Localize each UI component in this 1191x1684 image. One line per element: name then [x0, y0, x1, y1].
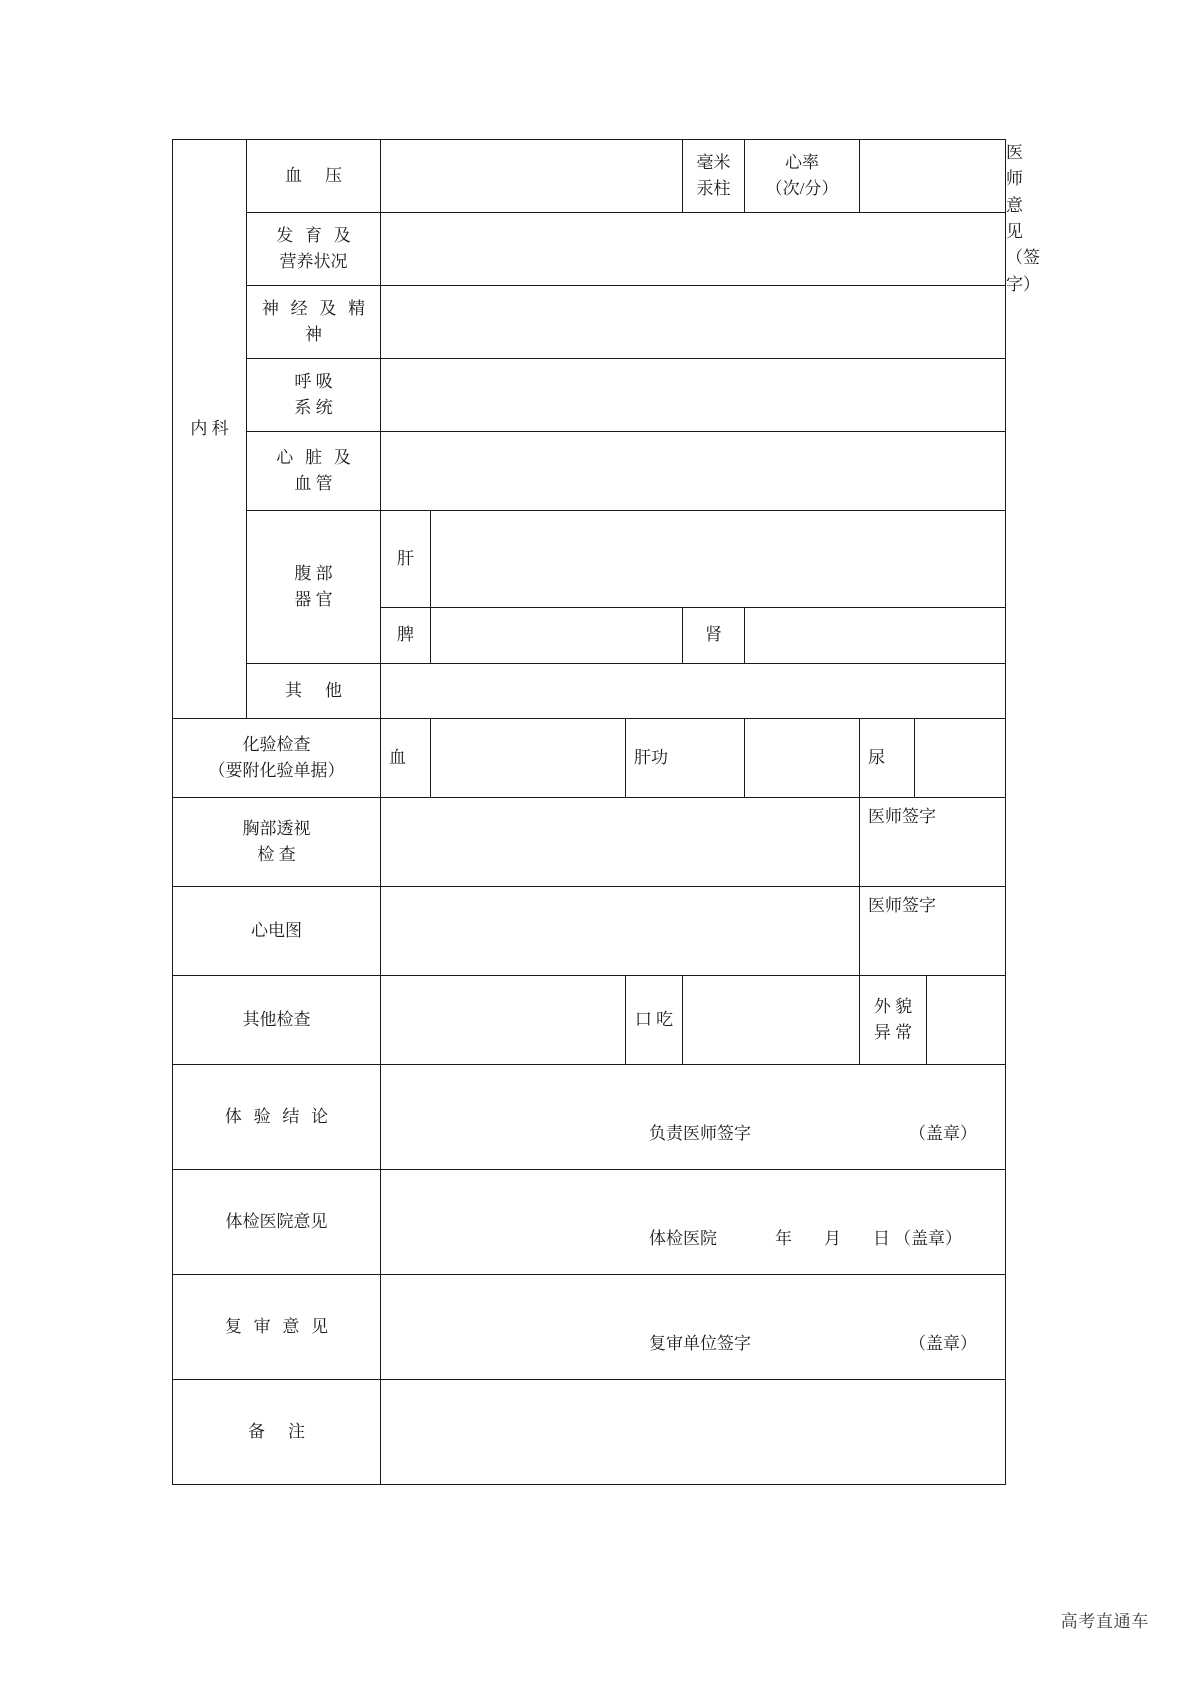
remarks-label: [173, 1380, 381, 1485]
heart-vessels-label-line1: 心 脏 及: [276, 447, 355, 467]
neuro-label-line2: 神: [305, 325, 322, 344]
kidney-value[interactable]: [745, 608, 1006, 664]
heart-rate-label-line1: 心率: [785, 152, 820, 172]
neuro-value[interactable]: [381, 286, 1006, 359]
remarks-value[interactable]: [381, 1380, 1006, 1485]
spleen-label-text: 脾: [397, 625, 414, 645]
lab-liver-function-label-text: 肝功: [634, 747, 668, 767]
lab-urine-cell[interactable]: [860, 719, 1006, 798]
table-row-abdominal-liver: [173, 511, 1006, 608]
ecg-value[interactable]: [381, 887, 860, 976]
hospital-month-label: 月: [824, 1228, 841, 1248]
abdominal-label-line2: 器 官: [294, 590, 333, 610]
respiratory-label: [247, 359, 381, 432]
lab-test-label-line2: （要附化验单据）: [208, 761, 345, 781]
hospital-opinion-label: [173, 1170, 381, 1275]
review-opinion-label: [173, 1275, 381, 1380]
chest-fluoroscopy-label-line2: 检 查: [257, 845, 296, 865]
hospital-opinion-label-text: 体检医院意见: [225, 1211, 328, 1231]
kidney-label: [683, 608, 745, 664]
table-row-lab-test: [173, 719, 1006, 798]
internal-medicine-label-text: 内 科: [190, 418, 229, 438]
table-row-chest-fluoroscopy: [173, 798, 1006, 887]
appearance-value[interactable]: [927, 976, 1005, 1064]
heart-rate-value[interactable]: [860, 140, 1006, 213]
appearance-cell[interactable]: [860, 976, 1006, 1065]
appearance-label-line1: 外 貌: [873, 996, 913, 1016]
abdominal-label: [247, 511, 381, 664]
table-row-neuro: [173, 286, 1006, 359]
lab-liver-function-label: [626, 719, 745, 798]
lab-test-label-line1: 化验检查: [242, 734, 311, 754]
table-row-remarks: [173, 1380, 1006, 1485]
internal-other-label-text: 其 他: [285, 680, 352, 700]
table-row-conclusion: [173, 1065, 1006, 1170]
table-row-blood-pressure: 内 科 血 压 毫米 汞柱 心率 （次/分） 医师意见 （签字）: [173, 140, 1006, 213]
review-opinion-label-text: 复 审 意 见: [224, 1316, 332, 1336]
lab-liver-function-value[interactable]: [745, 719, 860, 798]
review-opinion-value[interactable]: [381, 1275, 1006, 1380]
spleen-label: [381, 608, 431, 664]
respiratory-label-line2: 系 统: [294, 398, 333, 417]
blood-pressure-value[interactable]: [381, 140, 683, 213]
appearance-label-line2: 异 常: [873, 1023, 913, 1043]
internal-medicine-label: [173, 140, 247, 719]
heart-rate-label-line2: （次/分）: [765, 179, 839, 198]
abdominal-label-line1: 腹 部: [294, 563, 333, 583]
table-row-internal-other: [173, 664, 1006, 719]
conclusion-label-text: 体 验 结 论: [224, 1106, 332, 1126]
stutter-label: [626, 976, 683, 1065]
ecg-signature[interactable]: [860, 887, 1006, 976]
blood-pressure-unit-line2: 汞柱: [696, 179, 731, 198]
remarks-label-text: 备 注: [248, 1421, 315, 1441]
other-exams-label-text: 其他检查: [242, 1009, 311, 1029]
respiratory-label-line1: 呼 吸: [294, 371, 333, 391]
other-exams-value[interactable]: [381, 976, 626, 1065]
conclusion-label: [173, 1065, 381, 1170]
internal-other-label: [247, 664, 381, 719]
lab-blood-value[interactable]: [431, 719, 626, 798]
review-seal-label: （盖章）: [909, 1333, 977, 1353]
neuro-label: [247, 286, 381, 359]
other-exams-label: [173, 976, 381, 1065]
appearance-label: [860, 976, 927, 1064]
lab-blood-label-text: 血: [389, 747, 406, 767]
conclusion-seal-label: （盖章）: [909, 1123, 977, 1143]
spleen-value[interactable]: [431, 608, 683, 664]
respiratory-value[interactable]: [381, 359, 1006, 432]
heart-vessels-label-line2: 血 管: [294, 474, 333, 493]
table-row-respiratory: [173, 359, 1006, 432]
chest-fluoroscopy-label: [173, 798, 381, 887]
conclusion-signature-label: 负责医师签字: [649, 1123, 751, 1143]
hospital-opinion-value[interactable]: [381, 1170, 1006, 1275]
hospital-seal-label: （盖章）: [894, 1228, 962, 1248]
liver-label-text: 肝: [397, 548, 414, 568]
hospital-year-label: 年: [775, 1228, 792, 1248]
ecg-label-text: 心电图: [251, 920, 302, 940]
stutter-label-text: 口 吃: [634, 1009, 674, 1029]
liver-label: [381, 511, 431, 608]
liver-value[interactable]: [431, 511, 1006, 608]
chest-fluoroscopy-label-line1: 胸部透视: [242, 818, 311, 838]
chest-fluoroscopy-signature-label: 医师签字: [868, 807, 937, 827]
review-signature-label: 复审单位签字: [649, 1333, 751, 1353]
development-value[interactable]: [381, 213, 1006, 286]
hospital-day-label: 日: [873, 1228, 890, 1248]
lab-urine-value[interactable]: [915, 719, 1005, 797]
conclusion-value[interactable]: [381, 1065, 1006, 1170]
blood-pressure-unit: [683, 140, 745, 213]
lab-blood-label: [381, 719, 431, 798]
table-row-other-exams: [173, 976, 1006, 1065]
development-label-line1: 发 育 及: [276, 225, 355, 245]
development-label: [247, 213, 381, 286]
development-label-line2: 营养状况: [279, 252, 348, 271]
ecg-signature-label: 医师签字: [868, 896, 937, 916]
heart-rate-label: [745, 140, 860, 213]
table-row-review-opinion: [173, 1275, 1006, 1380]
table-row-development: [173, 213, 1006, 286]
lab-urine-label: [860, 719, 915, 797]
lab-urine-label-text: 尿: [868, 747, 886, 767]
internal-other-value[interactable]: [381, 664, 1006, 719]
lab-test-label: [173, 719, 381, 798]
table-row-ecg: [173, 887, 1006, 976]
chest-fluoroscopy-value[interactable]: [381, 798, 860, 887]
neuro-label-line1: 神 经 及 精: [261, 298, 369, 318]
watermark: 高考直通车: [1060, 1612, 1149, 1631]
ecg-label: [173, 887, 381, 976]
blood-pressure-label-text: 血 压: [285, 165, 352, 185]
hospital-name-label: 体检医院: [649, 1228, 717, 1248]
chest-fluoroscopy-signature[interactable]: [860, 798, 1006, 887]
blood-pressure-unit-line1: 毫米: [696, 152, 731, 172]
kidney-label-text: 肾: [705, 625, 723, 645]
heart-vessels-label: [247, 432, 381, 511]
blood-pressure-label: [247, 140, 381, 213]
heart-vessels-value[interactable]: [381, 432, 1006, 511]
stutter-value[interactable]: [683, 976, 860, 1065]
medical-exam-form-table: [172, 139, 1041, 1485]
table-row-hospital-opinion: [173, 1170, 1006, 1275]
table-row-heart-vessels: [173, 432, 1006, 511]
